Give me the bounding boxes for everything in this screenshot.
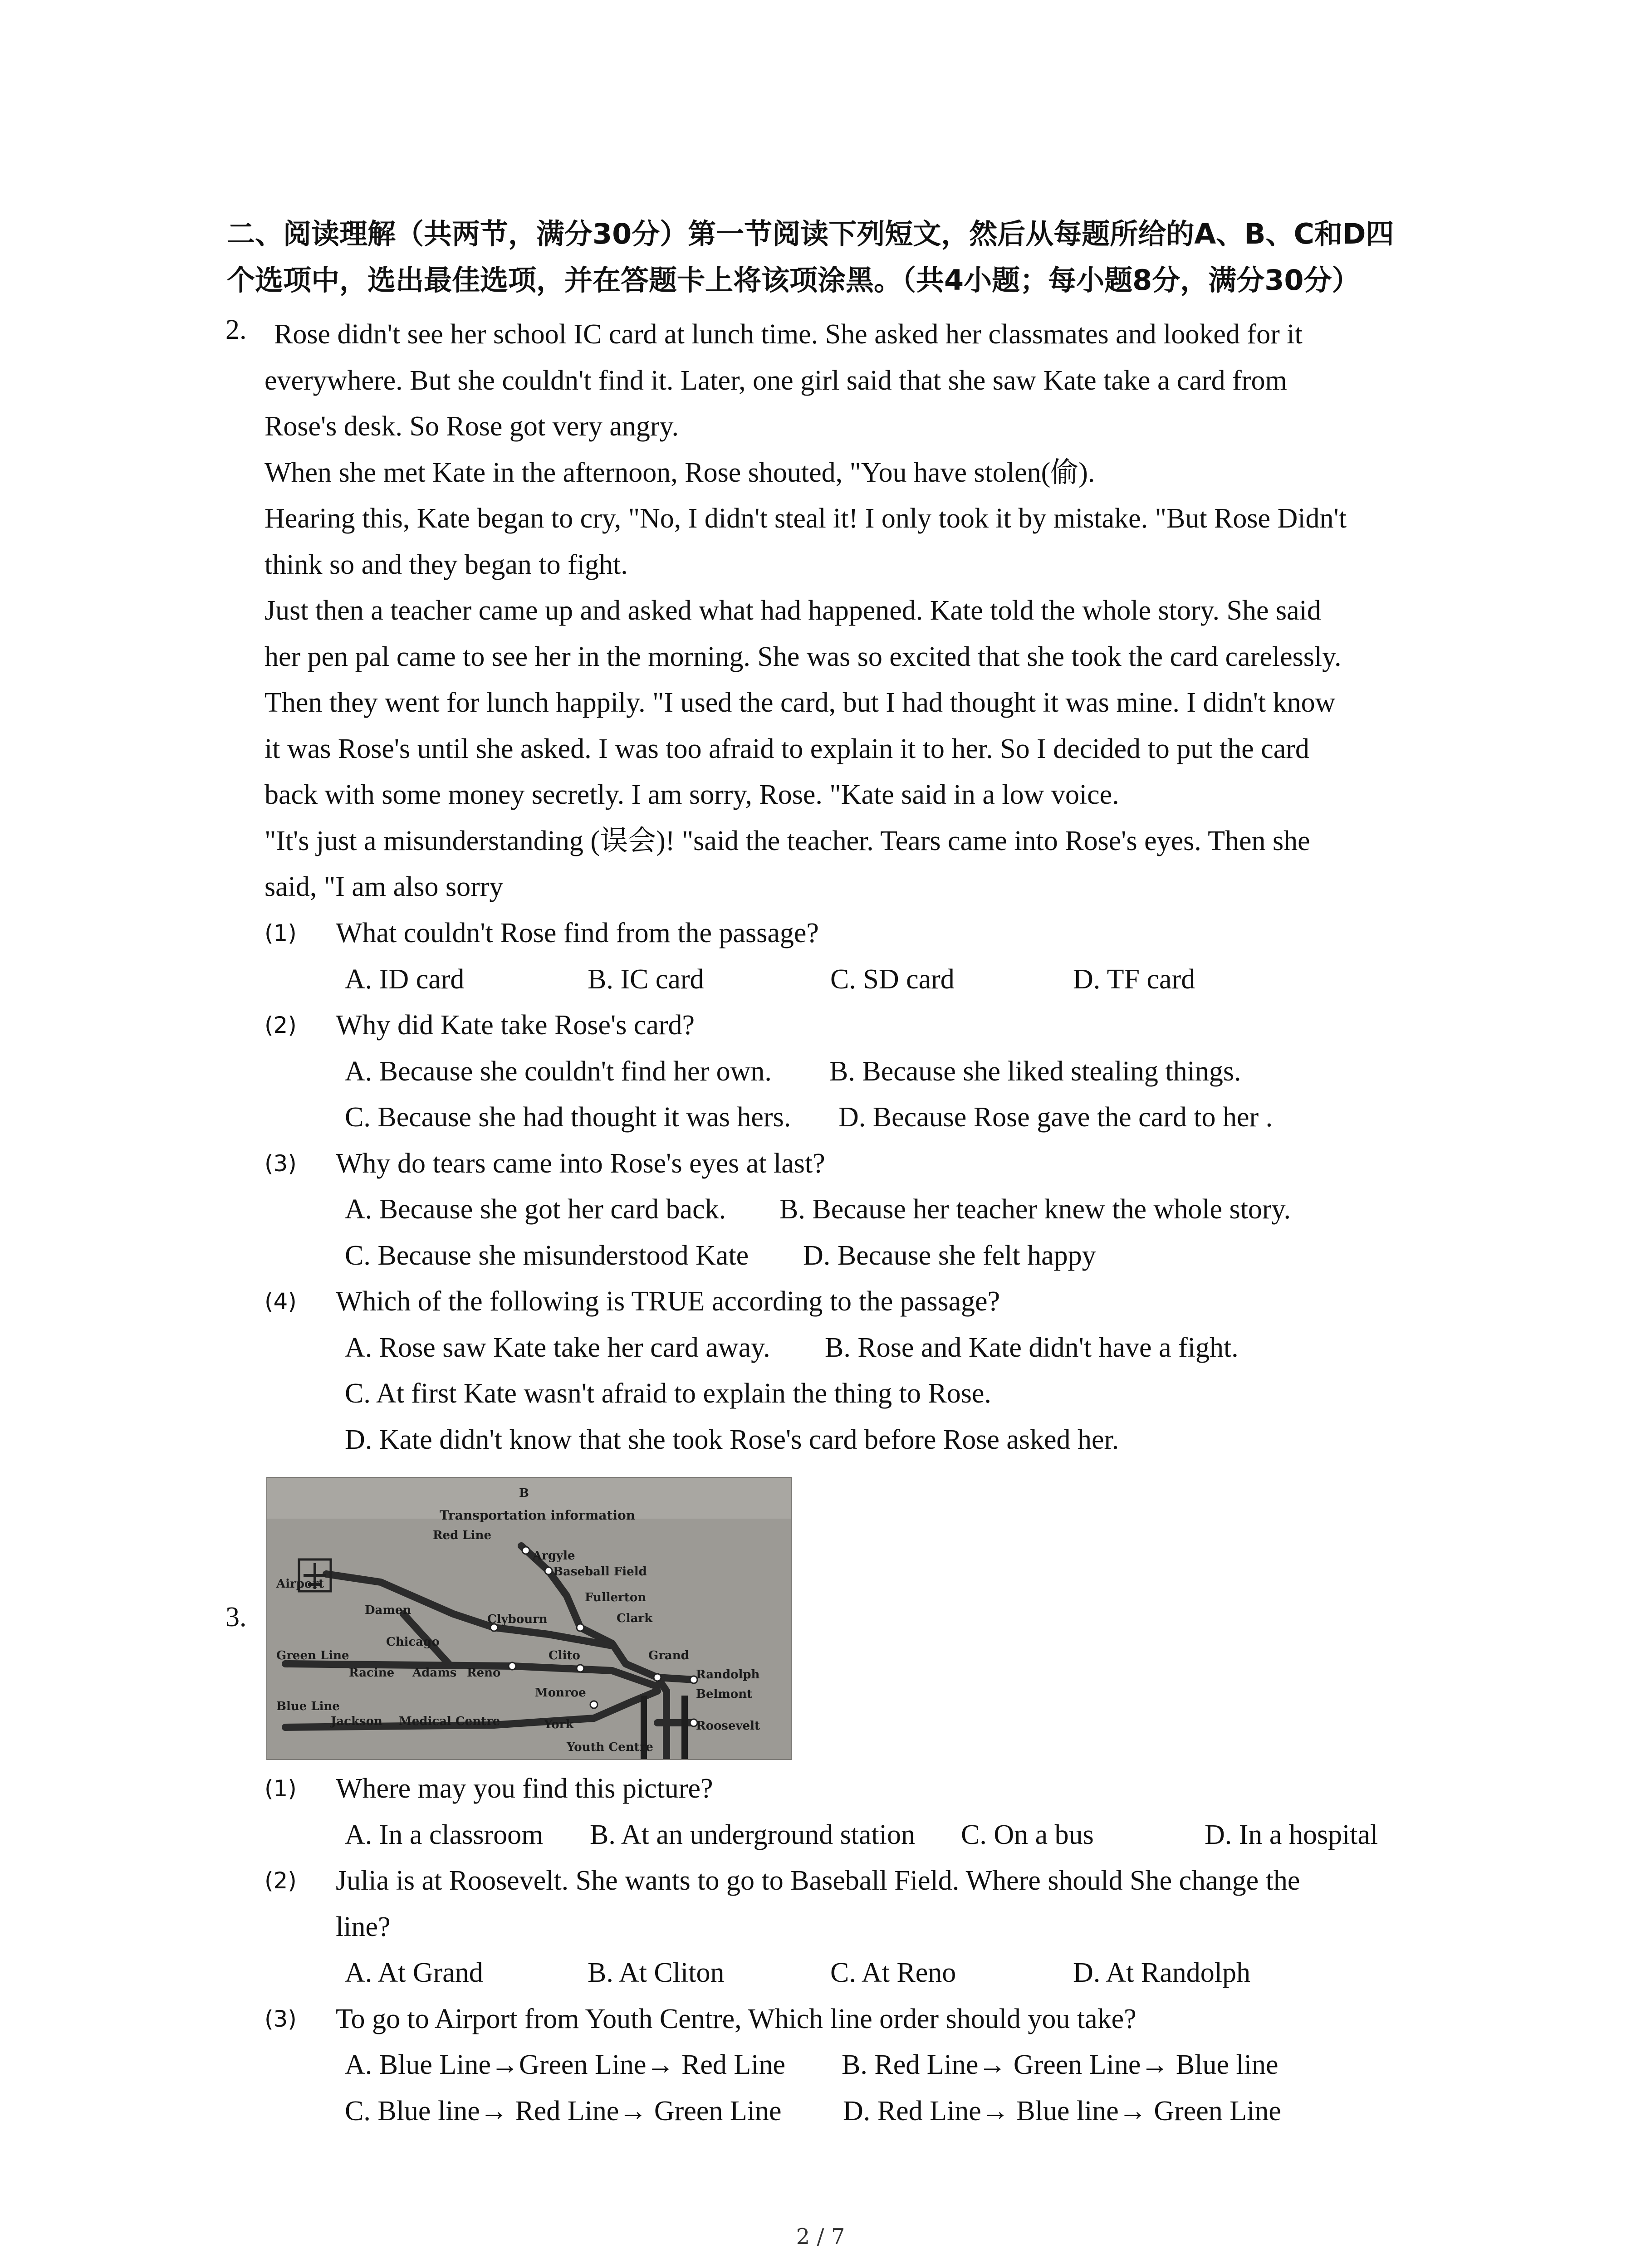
option-c: C. At first Kate wasn't afraid to explain the thing to Rose. — [345, 1378, 991, 1409]
passage-line: everywhere. But she couldn't find it. Later, one girl said that she saw Kate take a card from — [265, 365, 1287, 396]
option-a: A. Because she couldn't find her own. — [345, 1056, 772, 1087]
options-row — [265, 957, 1489, 1003]
options-row — [265, 2042, 1489, 2088]
heading-line-2: 个选项中，选出最佳选项，并在答题卡上将该项涂黑。（共4小题；每小题8分，满分30分） — [227, 264, 1360, 297]
question-2-passage — [265, 312, 1476, 910]
map-station-label: Red Line — [433, 1529, 491, 1542]
passage-line: Then they went for lunch happily. "I used the card, but I had thought it was mine. I didn't know — [265, 687, 1336, 718]
option-d: D. Because Rose gave the card to her . — [838, 1102, 1273, 1133]
option-a: A. In a classroom — [345, 1819, 544, 1850]
transit-map-image — [266, 1477, 792, 1760]
passage-line: "It's just a misunderstanding (误会)! "said the teacher. Tears came into Rose's eyes. Then she — [265, 825, 1310, 856]
map-station-label: Grand — [648, 1649, 689, 1662]
subquestion-row — [265, 1141, 1489, 1187]
passage-line: Just then a teacher came up and asked what had happened. Kate told the whole story. She said — [265, 595, 1321, 626]
option-d: D. TF card — [1073, 963, 1195, 995]
option-c: C. On a bus — [961, 1819, 1094, 1850]
passage-line: When she met Kate in the afternoon, Rose shouted, "You have stolen(偷). — [265, 457, 1095, 488]
map-station-label: Racine — [349, 1666, 395, 1680]
subquestion-number: (1) — [265, 1775, 297, 1802]
question-3-number: 3. — [225, 1602, 247, 1633]
option-c: C. Because she had thought it was hers. — [345, 1102, 791, 1133]
passage-line: her pen pal came to see her in the morning. She was so excited that she took the card carelessly. — [265, 641, 1342, 672]
subquestion-row — [265, 910, 1489, 957]
subquestion-text: Why did Kate take Rose's card? — [336, 1010, 695, 1041]
option-d: D. In a hospital — [1205, 1819, 1378, 1850]
options-row — [265, 1187, 1489, 1233]
option-b: B. Because her teacher knew the whole story. — [779, 1194, 1291, 1225]
option-b: B. At an underground station — [590, 1819, 915, 1850]
passage-line: it was Rose's until she asked. I was too afraid to explain it to her. So I decided to put the card — [265, 733, 1309, 764]
page-number: 2 / 7 — [796, 2224, 845, 2249]
passage-line: back with some money secretly. I am sorry, Rose. "Kate said in a low voice. — [265, 779, 1119, 810]
option-a: A. At Grand — [345, 1957, 483, 1988]
subquestion-number: (1) — [265, 920, 297, 946]
option-a: A. Rose saw Kate take her card away. — [345, 1332, 770, 1363]
map-station-label: Damen — [365, 1603, 411, 1617]
subquestion-row — [265, 1002, 1489, 1049]
map-station-label: Clark — [617, 1612, 653, 1625]
map-station-label: Belmont — [696, 1687, 753, 1701]
subquestion-number: (3) — [265, 2005, 297, 2032]
subquestion-text: Where may you find this picture? — [336, 1773, 713, 1804]
subquestion-number: (3) — [265, 1150, 297, 1177]
option-c: C. Blue line→ Red Line→ Green Line — [345, 2095, 782, 2126]
passage-line: Hearing this, Kate began to cry, "No, I didn't steal it! I only took it by mistake. "But Rose Didn't — [265, 503, 1347, 534]
section-heading — [227, 211, 1452, 303]
subquestion-text: Which of the following is TRUE according to the passage? — [336, 1286, 1000, 1317]
option-d: D. Kate didn't know that she took Rose's card before Rose asked her. — [345, 1424, 1119, 1455]
option-b: B. Rose and Kate didn't have a fight. — [825, 1332, 1239, 1363]
option-b: B. IC card — [588, 963, 704, 995]
passage-line: Rose didn't see her school IC card at lunch time. She asked her classmates and looked for it — [274, 319, 1303, 350]
map-station-label: Airport — [276, 1577, 324, 1591]
subquestion-text: Julia is at Roosevelt. She wants to go to Baseball Field. Where should She change the — [336, 1865, 1300, 1896]
subquestion-text: To go to Airport from Youth Centre, Which line order should you take? — [336, 2003, 1136, 2034]
heading-line-1: 二、阅读理解（共两节，满分30分）第一节阅读下列短文，然后从每题所给的A、B、C和D四 — [227, 217, 1394, 250]
options-row — [265, 1325, 1489, 1371]
map-title: Transportation information — [440, 1508, 636, 1523]
option-c: C. SD card — [830, 963, 955, 995]
subquestion-text-continued: line? — [336, 1911, 391, 1942]
option-b: B. Because she liked stealing things. — [829, 1056, 1241, 1087]
options-row — [265, 1095, 1489, 1141]
question-3-subquestions — [265, 1766, 1489, 2134]
map-station-label: Reno — [467, 1666, 501, 1680]
question-2-number: 2. — [225, 314, 247, 345]
options-row — [265, 1812, 1489, 1858]
option-a: A. Because she got her card back. — [345, 1194, 726, 1225]
subquestion-continuation — [265, 1904, 1489, 1950]
map-station-label: Baseball Field — [553, 1565, 647, 1579]
map-station-label: Randolph — [696, 1668, 760, 1681]
options-row — [265, 1049, 1489, 1095]
map-station-label: Clito — [549, 1649, 580, 1662]
map-corner-label: B — [519, 1486, 529, 1500]
map-station-label: Clybourn — [487, 1613, 548, 1626]
map-station-label: Youth Centre — [567, 1740, 653, 1754]
options-row — [265, 1417, 1489, 1463]
map-station-label: Chicago — [386, 1635, 440, 1649]
subquestion-row — [265, 1996, 1489, 2043]
option-d: D. Because she felt happy — [803, 1240, 1096, 1271]
passage-line: think so and they began to fight. — [265, 549, 628, 580]
subquestion-text: Why do tears came into Rose's eyes at last? — [336, 1148, 825, 1179]
option-d: D. Red Line→ Blue line→ Green Line — [843, 2095, 1281, 2126]
subquestion-row — [265, 1858, 1489, 1904]
subquestion-row — [265, 1279, 1489, 1325]
subquestion-row — [265, 1766, 1489, 1812]
map-station-label: Monroe — [535, 1686, 586, 1700]
option-b: B. Red Line→ Green Line→ Blue line — [842, 2049, 1279, 2080]
subquestion-number: (2) — [265, 1012, 297, 1038]
option-b: B. At Cliton — [588, 1957, 725, 1988]
map-station-label: Jackson — [331, 1715, 382, 1728]
map-station-label: York — [544, 1718, 574, 1731]
options-row — [265, 1950, 1489, 1996]
map-station-label: Fullerton — [585, 1591, 647, 1604]
map-station-label: Adams — [412, 1666, 457, 1680]
map-station-label: Roosevelt — [696, 1719, 760, 1733]
options-row — [265, 1371, 1489, 1417]
option-c: C. Because she misunderstood Kate — [345, 1240, 749, 1271]
map-station-label: Argyle — [533, 1549, 575, 1563]
subquestion-number: (4) — [265, 1288, 297, 1315]
question-2-subquestions — [265, 910, 1489, 1463]
option-d: D. At Randolph — [1073, 1957, 1250, 1988]
passage-line: Rose's desk. So Rose got very angry. — [265, 411, 679, 442]
subquestion-number: (2) — [265, 1867, 297, 1894]
map-station-label: Green Line — [276, 1649, 349, 1662]
subquestion-text: What couldn't Rose find from the passage? — [336, 918, 819, 948]
option-a: A. Blue Line→Green Line→ Red Line — [345, 2049, 786, 2080]
passage-line: said, "I am also sorry — [265, 871, 504, 902]
options-row — [265, 1233, 1489, 1279]
option-a: A. ID card — [345, 963, 465, 995]
map-station-label: Medical Centre — [399, 1715, 500, 1728]
options-row — [265, 2088, 1489, 2135]
option-c: C. At Reno — [830, 1957, 956, 1988]
map-station-label: Blue Line — [276, 1700, 340, 1713]
